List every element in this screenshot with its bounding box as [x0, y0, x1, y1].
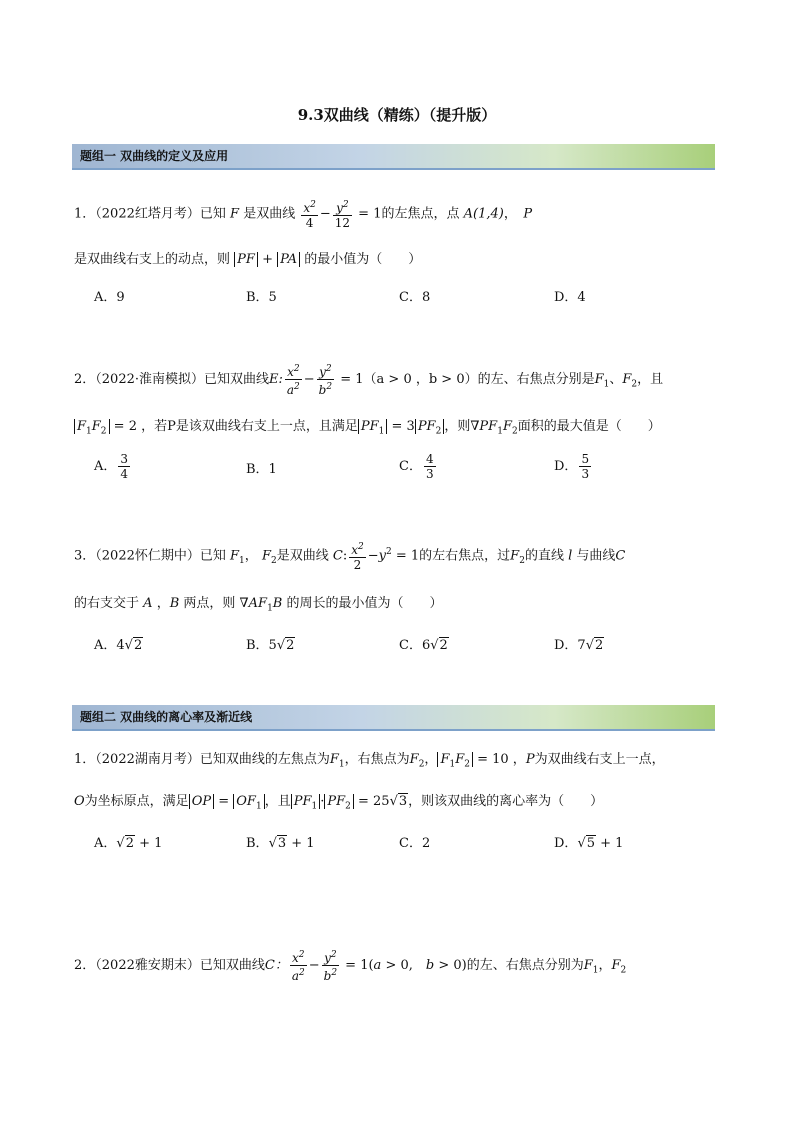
option-d[interactable]: D．7√2 [554, 638, 604, 653]
question-2-line1: 2．（2022·淮南模拟）已知双曲线E: $\frac{x^2}{a^2}$ − $\frac{y^2}{b^2}$ = 1（a > 0 ，b > 0）的左、右焦点分别是$F_1$、$F_2$，且 [74, 364, 664, 397]
option-d[interactable]: D．√5 + 1 [554, 836, 624, 851]
g2-question-2-line1: 2．（2022雅安期末）已知双曲线C： $\frac{x^2}{a^2}$ − $\frac{y^2}{b^2}$ = 1(a > 0, b > 0)的左、右焦点分别为$F_1$，$F_2$ [74, 950, 627, 983]
question-3-line1: 3．（2022怀仁期中）已知 $F_1$， $F_2$是双曲线 C: $\frac{x^2}{2}$ $-y^2 = 1$的左右焦点，过$F_2$的直线 l 与曲线C [74, 542, 626, 572]
option-d[interactable]: D．4 [554, 290, 586, 305]
question-2-line2: $F_1F_2 = 2$ ，若P是该双曲线右支上一点，且满足 $PF_1 = 3$ $PF_2$ ，则$\nabla PF_1F_2$面积的最大值是（ ） [74, 417, 661, 442]
option-a[interactable]: A．√2 + 1 [94, 836, 163, 851]
option-b[interactable]: B．5√2 [246, 638, 295, 653]
section-header-group1: 题组一 双曲线的定义及应用 [72, 144, 715, 170]
option-b[interactable]: B．√3 + 1 [246, 836, 315, 851]
option-a[interactable]: A．4√2 [94, 638, 143, 653]
option-d[interactable]: D． $\frac{5}{3}$ [554, 452, 590, 481]
question-1-line2: 是双曲线右支上的动点，则 PF + PA 的最小值为（ ） [74, 252, 422, 267]
question-3-line2: 的右支交于 A ，B 两点，则 $\nabla AF_1B$ 的周长的最小值为（ ） [74, 596, 443, 614]
option-c[interactable]: C．6√2 [399, 638, 448, 653]
page-title: 9.3双曲线（精练）（提升版） [297, 106, 497, 124]
option-c[interactable]: C．8 [399, 290, 431, 305]
option-a[interactable]: A．9 [94, 290, 125, 305]
option-b[interactable]: B．1 [246, 462, 277, 477]
section-header-group2: 题组二 双曲线的离心率及渐近线 [72, 705, 715, 731]
option-b[interactable]: B．5 [246, 290, 277, 305]
option-a[interactable]: A． $\frac{3}{4}$ [94, 452, 129, 481]
option-c[interactable]: C．2 [399, 836, 431, 851]
question-1-line1: 1．（2022红塔月考）已知 F 是双曲线 $\frac{x^2}{4}$ − $\frac{y^2}{12}$ = 1的左焦点，点 A(1,4)， P [74, 200, 533, 230]
option-c[interactable]: C． $\frac{4}{3}$ [399, 452, 434, 481]
g2-question-1-line2: O为坐标原点，满足 OP = $OF_1$ ，且 $PF_1 \cdot PF_2 = 25√3$，则该双曲线的离心率为（ ） [74, 794, 604, 812]
g2-question-1-line1: 1．（2022湖南月考）已知双曲线的左焦点为$F_1$，右焦点为$F_2$， $F_1F_2 = 10$ ，P为双曲线右支上一点， [74, 752, 665, 770]
